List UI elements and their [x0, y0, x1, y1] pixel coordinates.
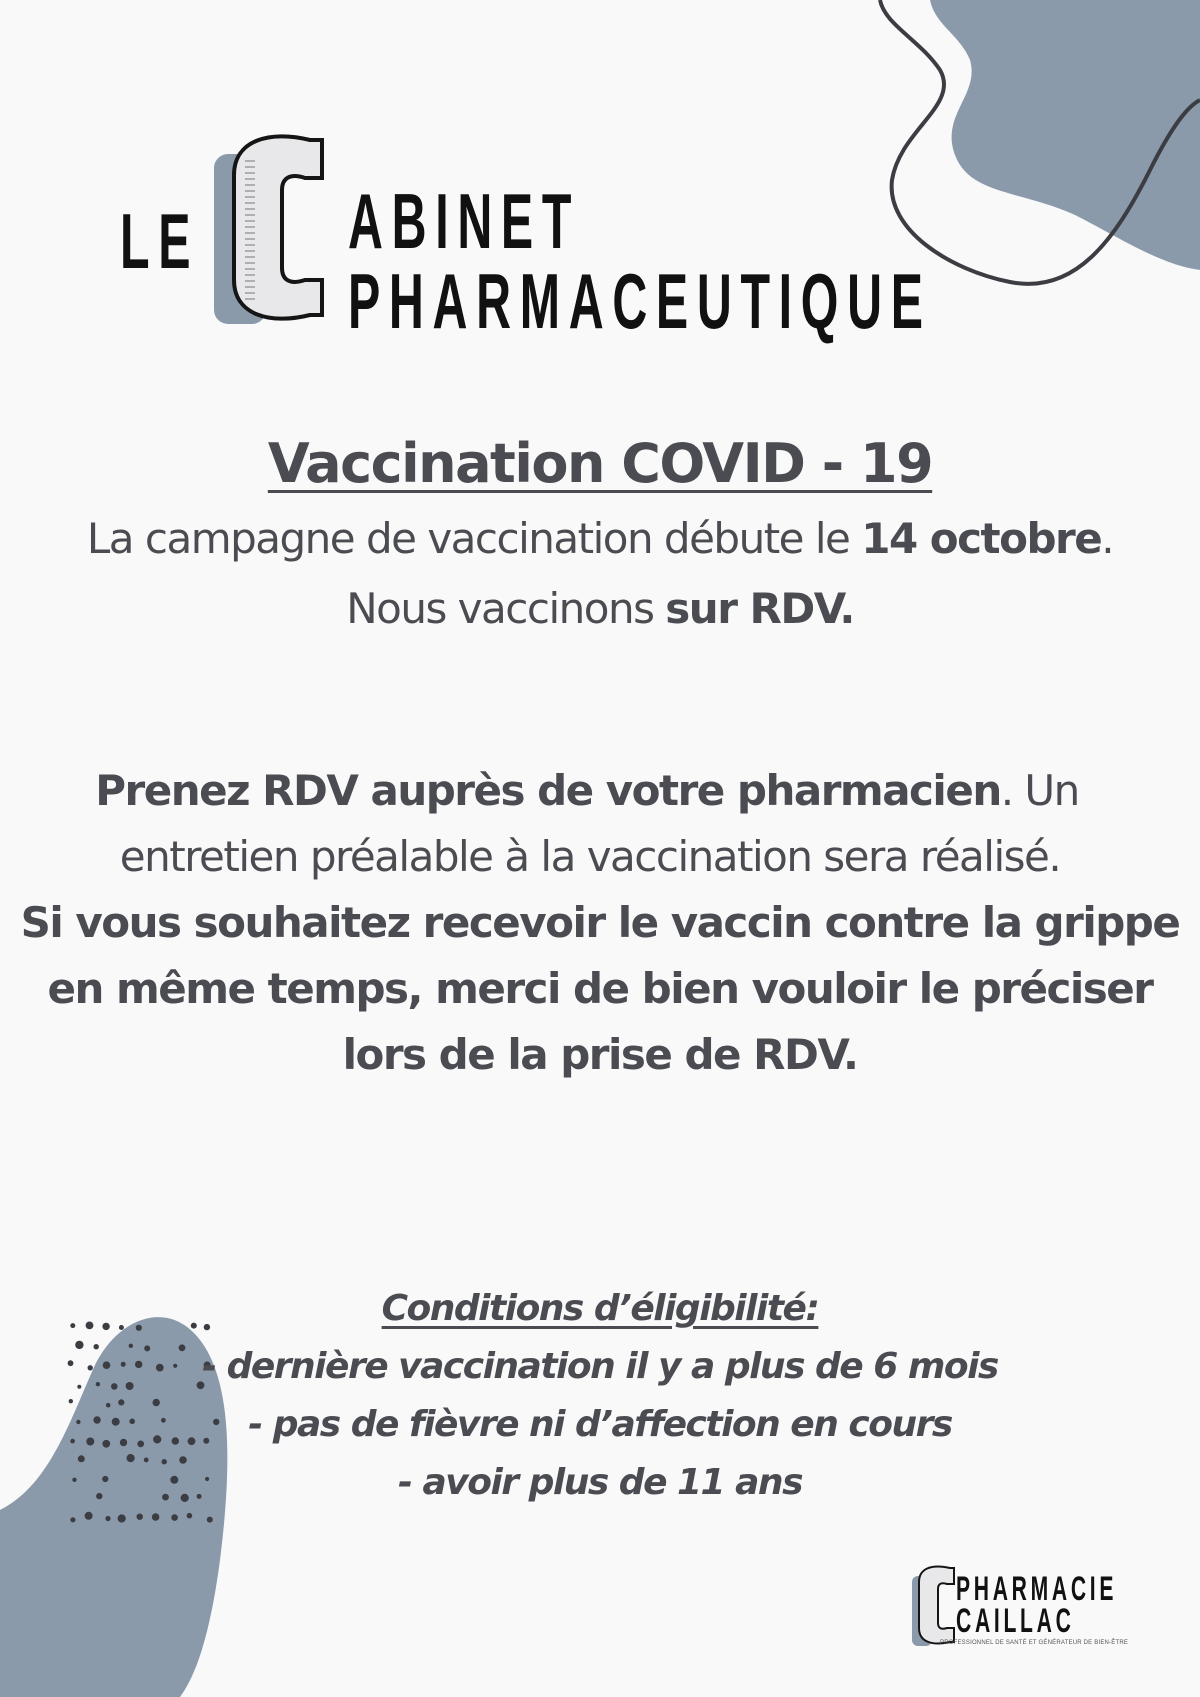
- instructions-paragraph: [0, 758, 1200, 1088]
- instructions-line-2: entretien préalable à la vaccination sera réalisé.: [119, 832, 1061, 881]
- instructions-line-5: lors de la prise de RDV.: [342, 1030, 858, 1079]
- decorative-dot: [171, 1514, 178, 1521]
- footer-c-emblem: [910, 1564, 958, 1648]
- page-title: Vaccination COVID - 19: [267, 432, 933, 495]
- footer-logo-line-2: CAILLAC: [956, 1602, 1075, 1640]
- decorative-dot: [105, 1516, 110, 1521]
- instructions-line-3: Si vous souhaitez recevoir le vaccin contre la grippe: [20, 898, 1180, 947]
- decorative-dot: [85, 1512, 93, 1520]
- logo-line-2: PHARMACEUTIQUE: [348, 257, 932, 345]
- decorative-dot: [118, 1514, 126, 1522]
- condition-item: - dernière vaccination il y a plus de 6 mois: [202, 1346, 998, 1387]
- pharmacie-caillac-logo: [910, 1564, 1150, 1654]
- instructions-line-4: en même temps, merci de bien vouloir le préciser: [47, 964, 1153, 1013]
- intro-line-1: La campagne de vaccination débute le 14 octobre.: [86, 514, 1114, 563]
- instructions-line-1: Prenez RDV auprès de votre pharmacien. Un: [95, 766, 1079, 815]
- decorative-dot: [137, 1514, 143, 1520]
- condition-item: - pas de fièvre ni d’affection en cours: [248, 1404, 952, 1445]
- intro-line-2: Nous vaccinons sur RDV.: [346, 584, 854, 633]
- eligibility-conditions: [0, 1280, 1200, 1512]
- conditions-heading: Conditions d’éligibilité:: [381, 1288, 819, 1329]
- footer-logo-tagline: PROFESSIONNEL DE SANTÉ ET GÉNÉRATEUR DE BIEN-ÊTRE: [940, 1640, 1129, 1646]
- intro-paragraph: [0, 504, 1200, 644]
- decorative-dot: [187, 1513, 193, 1519]
- logo-prefix: LE: [120, 197, 200, 285]
- logo-c-emblem: [210, 130, 340, 330]
- cabinet-pharmaceutique-logo: [120, 130, 940, 360]
- condition-item: - avoir plus de 11 ans: [398, 1462, 802, 1503]
- decorative-dot: [152, 1513, 160, 1521]
- decorative-dot: [70, 1517, 75, 1522]
- footer-logo-line-1: PHARMACIE: [956, 1570, 1118, 1608]
- logo-line-1: ABINET: [348, 177, 581, 265]
- decorative-dot: [207, 1517, 213, 1523]
